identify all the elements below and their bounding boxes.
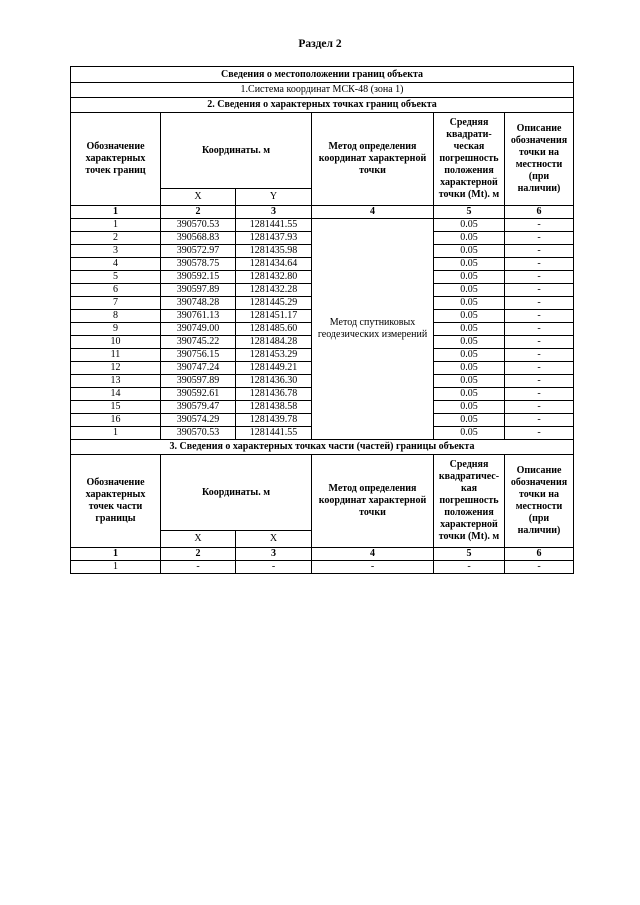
header-coordinates-part: Координаты. м xyxy=(161,455,312,531)
point-number: 8 xyxy=(71,310,161,323)
description-value: - xyxy=(505,414,574,427)
description-value: - xyxy=(505,284,574,297)
error-value: 0.05 xyxy=(434,375,505,388)
description-value: - xyxy=(505,349,574,362)
header-description: Описание обозначения точки на местности (при наличии) xyxy=(505,113,574,206)
header-designation: Обозначение характерных точек границ xyxy=(71,113,161,206)
coord-x: 390748.28 xyxy=(161,297,236,310)
coord-x: 390574.29 xyxy=(161,414,236,427)
col-number-4-part: 4 xyxy=(312,548,434,561)
error-value: 0.05 xyxy=(434,401,505,414)
header-designation-part: Обозначение характерных точек части границы xyxy=(71,455,161,548)
col-number-2: 2 xyxy=(161,206,236,219)
col-number-4: 4 xyxy=(312,206,434,219)
header-coordinates: Координаты. м xyxy=(161,113,312,189)
coord-x: 390597.89 xyxy=(161,284,236,297)
coord-y: 1281453.29 xyxy=(236,349,312,362)
point-number: 1 xyxy=(71,427,161,440)
boundary-table xyxy=(70,66,574,574)
method-cell: Метод спутниковых геодезических измерений xyxy=(312,219,434,440)
header-method-part: Метод определения координат характерной точки xyxy=(312,455,434,548)
table-row xyxy=(71,561,574,574)
description-value: - xyxy=(505,323,574,336)
error-value: 0.05 xyxy=(434,232,505,245)
point-number: 14 xyxy=(71,388,161,401)
point-number: 2 xyxy=(71,232,161,245)
header-y-part: X xyxy=(236,531,312,548)
coord-y: 1281434.64 xyxy=(236,258,312,271)
coord-x: 390578.75 xyxy=(161,258,236,271)
point-number: 7 xyxy=(71,297,161,310)
coord-y: 1281435.98 xyxy=(236,245,312,258)
coord-x: 390749.00 xyxy=(161,323,236,336)
section-2-title: 2. Сведения о характерных точках границ объекта xyxy=(71,98,574,113)
coord-y: 1281432.28 xyxy=(236,284,312,297)
coord-y: 1281485.60 xyxy=(236,323,312,336)
page-title: Раздел 2 xyxy=(298,38,342,50)
coord-y: 1281439.78 xyxy=(236,414,312,427)
coord-x: 390570.53 xyxy=(161,219,236,232)
coord-y: 1281438.58 xyxy=(236,401,312,414)
coord-x: 390597.89 xyxy=(161,375,236,388)
description-value: - xyxy=(505,388,574,401)
point-number: 1 xyxy=(71,561,161,574)
error-value: 0.05 xyxy=(434,362,505,375)
error-value: 0.05 xyxy=(434,271,505,284)
description-value: - xyxy=(505,297,574,310)
point-number: 4 xyxy=(71,258,161,271)
coord-y: 1281451.17 xyxy=(236,310,312,323)
boundary-table-body xyxy=(71,67,574,574)
coord-y: 1281445.29 xyxy=(236,297,312,310)
description-value: - xyxy=(505,310,574,323)
section-3-title: 3. Сведения о характерных точках части (частей) границы объекта xyxy=(71,440,574,455)
error-value: 0.05 xyxy=(434,323,505,336)
col-number-1: 1 xyxy=(71,206,161,219)
coord-x: 390747.24 xyxy=(161,362,236,375)
coord-y: 1281436.30 xyxy=(236,375,312,388)
coord-y: - xyxy=(236,561,312,574)
error-value: 0.05 xyxy=(434,310,505,323)
description-value: - xyxy=(505,561,574,574)
coord-y: 1281484.28 xyxy=(236,336,312,349)
error-value: 0.05 xyxy=(434,297,505,310)
coord-x: 390592.61 xyxy=(161,388,236,401)
description-value: - xyxy=(505,401,574,414)
coord-x: 390570.53 xyxy=(161,427,236,440)
error-value: 0.05 xyxy=(434,336,505,349)
point-number: 3 xyxy=(71,245,161,258)
point-number: 12 xyxy=(71,362,161,375)
coord-x: 390572.97 xyxy=(161,245,236,258)
error-value: 0.05 xyxy=(434,258,505,271)
coordinate-system-row: 1.Система координат МСК-48 (зона 1) xyxy=(71,83,574,98)
description-value: - xyxy=(505,336,574,349)
coord-y: 1281441.55 xyxy=(236,427,312,440)
coord-y: 1281436.78 xyxy=(236,388,312,401)
description-value: - xyxy=(505,232,574,245)
point-number: 15 xyxy=(71,401,161,414)
header-x-part: X xyxy=(161,531,236,548)
point-number: 16 xyxy=(71,414,161,427)
point-number: 5 xyxy=(71,271,161,284)
coord-x: - xyxy=(161,561,236,574)
point-number: 1 xyxy=(71,219,161,232)
coord-y: 1281432.80 xyxy=(236,271,312,284)
point-number: 11 xyxy=(71,349,161,362)
error-value: 0.05 xyxy=(434,284,505,297)
coord-y: 1281437.93 xyxy=(236,232,312,245)
description-value: - xyxy=(505,245,574,258)
coord-x: 390745.22 xyxy=(161,336,236,349)
header-description-part: Описание обозначения точки на местности (при наличии) xyxy=(505,455,574,548)
coord-x: 390568.83 xyxy=(161,232,236,245)
coord-y: 1281449.21 xyxy=(236,362,312,375)
description-value: - xyxy=(505,271,574,284)
header-y: Y xyxy=(236,189,312,206)
table-caption: Сведения о местоположении границ объекта xyxy=(71,67,574,83)
col-number-5-part: 5 xyxy=(434,548,505,561)
col-number-5: 5 xyxy=(434,206,505,219)
error-value: 0.05 xyxy=(434,349,505,362)
header-x: X xyxy=(161,189,236,206)
col-number-6-part: 6 xyxy=(505,548,574,561)
point-number: 9 xyxy=(71,323,161,336)
description-value: - xyxy=(505,427,574,440)
coord-x: 390579.47 xyxy=(161,401,236,414)
method-cell: - xyxy=(312,561,434,574)
error-value: 0.05 xyxy=(434,414,505,427)
header-method: Метод определения координат характерной точки xyxy=(312,113,434,206)
point-number: 10 xyxy=(71,336,161,349)
point-number: 13 xyxy=(71,375,161,388)
description-value: - xyxy=(505,362,574,375)
coord-x: 390756.15 xyxy=(161,349,236,362)
description-value: - xyxy=(505,258,574,271)
error-value: 0.05 xyxy=(434,245,505,258)
header-error-part: Средняя квадратичес- кая погрешность положения характерной точки (Mt). м xyxy=(434,455,505,548)
description-value: - xyxy=(505,375,574,388)
col-number-3: 3 xyxy=(236,206,312,219)
coord-x: 390592.15 xyxy=(161,271,236,284)
description-value: - xyxy=(505,219,574,232)
error-value: 0.05 xyxy=(434,427,505,440)
coord-y: 1281441.55 xyxy=(236,219,312,232)
point-number: 6 xyxy=(71,284,161,297)
error-value: 0.05 xyxy=(434,219,505,232)
header-error: Средняя квадрати- ческая погрешность положения характерной точки (Mt). м xyxy=(434,113,505,206)
col-number-2-part: 2 xyxy=(161,548,236,561)
error-value: 0.05 xyxy=(434,388,505,401)
col-number-6: 6 xyxy=(505,206,574,219)
coord-x: 390761.13 xyxy=(161,310,236,323)
col-number-3-part: 3 xyxy=(236,548,312,561)
error-value: - xyxy=(434,561,505,574)
table-row xyxy=(71,219,574,232)
col-number-1-part: 1 xyxy=(71,548,161,561)
